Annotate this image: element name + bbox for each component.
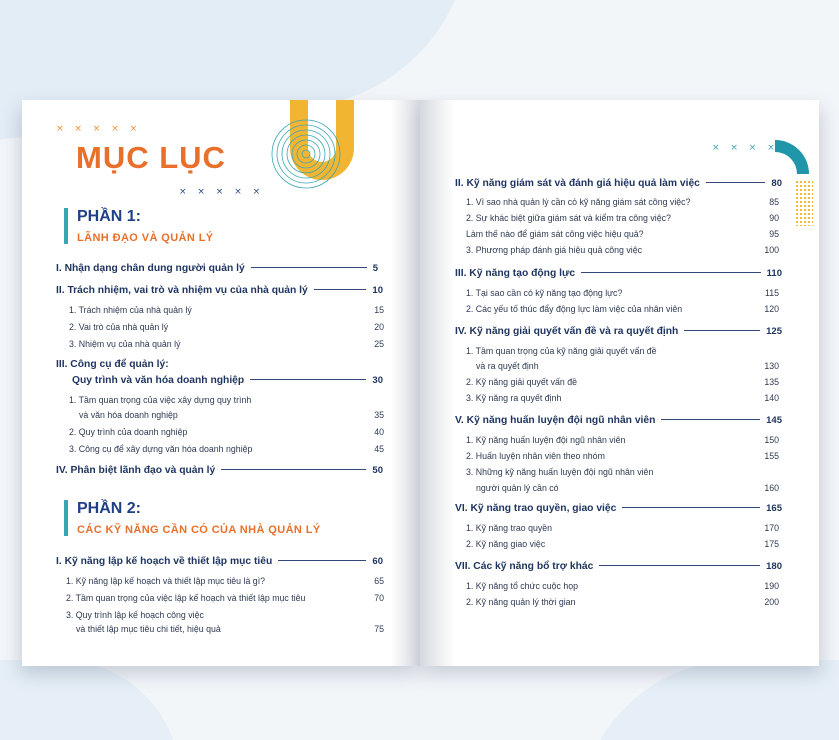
part-1-heading [64,208,214,244]
toc-entry: I. Nhận dạng chân dung người quản lý 5 [56,263,378,274]
right-gutter-shadow [420,100,454,666]
toc-subentry: 2. Quy trình của doanh nghiệp 40 [69,427,384,437]
toc-subentry: 2. Huấn luyện nhân viên theo nhóm 155 [466,451,779,461]
dot-grid-decoration [795,180,813,226]
toc-subentry: 1. Kỹ năng lập kế hoạch và thiết lập mục tiêu là gì? 65 [66,576,384,586]
background-wave-bottom-left [0,660,180,740]
toc-subentry: 1. Trách nhiệm của nhà quản lý 15 [69,305,384,315]
toc-entry: II. Trách nhiệm, vai trò và nhiệm vụ của nhà quản lý 10 [56,285,383,296]
toc-subentry: 2. Kỹ năng giao việc 175 [466,539,779,549]
toc-entry: VII. Các kỹ năng bổ trợ khác 180 [455,561,782,572]
toc-subentry: 1. Tầm quan trọng của việc xây dựng quy trình [69,395,252,405]
toc-subentry: 1. Kỹ năng huấn luyện đội ngũ nhân viên 150 [466,435,779,445]
toc-subentry: 2. Sự khác biệt giữa giám sát và kiểm tra công việc? 90 [466,213,779,223]
part-number: PHẦN 2: [77,500,142,517]
toc-subentry: 1. Kỹ năng trao quyền 170 [466,523,779,533]
toc-subentry: 2. Vai trò của nhà quản lý 20 [69,322,384,332]
toc-subentry: 3. Những kỹ năng huấn luyện đội ngũ nhân viên [466,467,654,477]
concentric-circles-decoration [270,118,342,190]
teal-quarter-circle-decoration [775,140,809,174]
toc-entry: III. Kỹ năng tạo động lực 110 [455,268,782,279]
toc-subentry: người quản lý cần có 160 [476,483,779,493]
page-title: MỤC LỤC [76,140,226,175]
open-book [22,100,819,666]
stars-decoration: × × × × × [712,143,798,153]
toc-subentry: 3. Công cụ để xây dựng văn hóa doanh nghiệp 45 [69,444,384,454]
toc-subentry: 3. Phương pháp đánh giá hiệu quả công việc 100 [466,245,779,255]
toc-subentry: Làm thế nào để giám sát công việc hiệu quả? 95 [466,229,779,239]
toc-subentry: 1. Tại sao cần có kỹ năng tạo động lực? 115 [466,288,779,298]
toc-entry: IV. Kỹ năng giải quyết vấn đề và ra quyết định 125 [455,326,782,337]
toc-subentry: 2. Tầm quan trọng của việc lập kế hoạch và thiết lập mục tiêu 70 [66,593,384,603]
toc-entry: VI. Kỹ năng trao quyền, giao việc 165 [455,503,782,514]
toc-subentry: 1. Tầm quan trọng của kỹ năng giải quyết vấn đề [466,346,657,356]
stars-decoration: × × × × × [179,187,265,197]
part-name: LÃNH ĐẠO VÀ QUẢN LÝ [77,232,214,244]
part-name: CÁC KỸ NĂNG CẦN CÓ CỦA NHÀ QUẢN LÝ [77,524,321,536]
toc-subentry: và thiết lập mục tiêu chi tiết, hiệu quả 75 [76,624,384,634]
part-number: PHẦN 1: [77,208,142,225]
stars-decoration: × × × × × [56,124,142,134]
left-page [22,100,418,666]
toc-entry: IV. Phân biệt lãnh đạo và quản lý 50 [56,465,383,476]
toc-entry: II. Kỹ năng giám sát và đánh giá hiệu quả làm việc 80 [455,178,782,189]
toc-subentry: 1. Vì sao nhà quản lý cần có kỹ năng giám sát công việc? 85 [466,197,779,207]
toc-subentry: và ra quyết định 130 [476,361,779,371]
toc-subentry: 1. Kỹ năng tổ chức cuộc họp 190 [466,581,779,591]
toc-subentry: 2. Kỹ năng quản lý thời gian 200 [466,597,779,607]
toc-subentry: 3. Nhiệm vụ của nhà quản lý 25 [69,339,384,349]
right-page [420,100,819,666]
toc-subentry: 2. Kỹ năng giải quyết vấn đề 135 [466,377,779,387]
toc-subentry: 3. Quy trình lập kế hoạch công việc [66,610,204,620]
toc-entry: III. Công cụ để quản lý: [56,359,169,370]
toc-entry: Quy trình và văn hóa doanh nghiệp 30 [72,375,383,386]
toc-entry: V. Kỹ năng huấn luyện đội ngũ nhân viên 145 [455,415,782,426]
toc-subentry: và văn hóa doanh nghiệp 35 [79,410,384,420]
toc-subentry: 3. Kỹ năng ra quyết định 140 [466,393,779,403]
background-wave-bottom-right [579,660,839,740]
toc-subentry: 2. Các yếu tố thúc đẩy động lực làm việc của nhân viên 120 [466,304,779,314]
left-gutter-shadow [390,100,418,666]
part-2-heading [64,500,321,536]
toc-entry: I. Kỹ năng lập kế hoạch về thiết lập mục tiêu 60 [56,556,383,567]
